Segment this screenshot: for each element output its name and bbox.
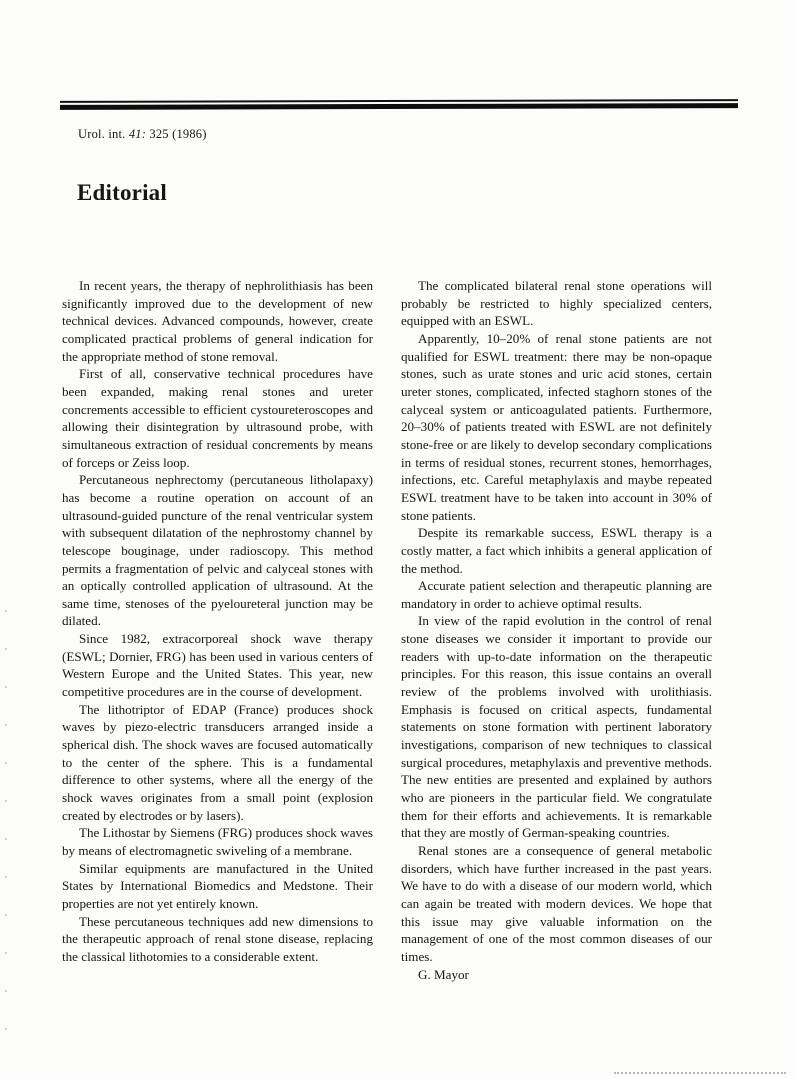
citation-volume: 41:: [128, 127, 147, 141]
paragraph: In view of the rapid evolution in the control of renal stone diseases we consider it important to provide our readers with up-to-date information on the therapeutic principles. For this reason, this issue contains an overall review of the problems involved with urolithiasis. Emphasis is focused on critical aspects, fundamental statements on stone formation with pertinent laboratory investigations, comparison of new techniques to classical surgical procedures, metaphylaxis and preventive methods. The new entities are presented and explained by authors who are pioneers in the particular field. We congratulate them for their efforts and achievements. It is remarkable that they are mostly of German-speaking countries.: [401, 613, 712, 841]
paragraph: These percutaneous techniques add new dimensions to the therapeutic approach of renal stone disease, replacing the classical lithotomies to a considerable extent.: [62, 913, 373, 964]
paragraph: In recent years, the therapy of nephrolithiasis has been significantly improved due to the development of new technical devices. Advanced compounds, however, create complicated practical problems of general indication for the appropriate method of stone removal.: [62, 278, 373, 364]
paragraph: Percutaneous nephrectomy (percutaneous litholapaxy) has become a routine operation on account of an ultrasound-guided puncture of the renal ventricular system with subsequent dilatation of the nephrostomy channel by telescope bouginage, under radioscopy. This method permits a fragmentation of pelvic and calyceal stones with an optically controlled application of ultrasound. At the same time, stenoses of the pyeloureteral junction may be dilated.: [62, 472, 373, 629]
paragraph: Since 1982, extracorporeal shock wave therapy (ESWL; Dornier, FRG) has been used in various centers of Western Europe and the United States. This year, new competitive procedures are in the course of development.: [62, 631, 373, 700]
paragraph: The lithotriptor of EDAP (France) produces shock waves by piezo-electric transducers arranged inside a spherical dish. The shock waves are focused automatically to the center of the sphere. This is a fundamental difference to other systems, where all the energy of the shock waves originates from a small point (explosion created by electrodes or by lasers).: [62, 701, 373, 823]
scan-artifact-left-margin: [5, 610, 7, 1060]
paragraph: Similar equipments are manufactured in the United States by International Biomedics and Medstone. Their properties are not yet entirely known.: [62, 860, 373, 911]
header-rule-thick: [60, 103, 738, 110]
citation-journal-name: Urol. int.: [78, 127, 129, 141]
page-title: Editorial: [77, 180, 167, 205]
left-column: [62, 277, 373, 983]
paragraph: Apparently, 10–20% of renal stone patients are not qualified for ESWL treatment: there may be non-opaque stones, such as urate stones and uric acid stones, certain ureter stones, complicated, infected staghorn stones of the calyceal system or anticoagulated patients. Furthermore, 20–30% of patients treated with ESWL are not definitely stone-free or are likely to develop secondary complications in terms of residual stones, recurrent stones, hemorrhages, infections, etc. Careful metaphylaxis and maybe repeated ESWL treatment have to be taken into account in 30% of stone patients.: [401, 330, 712, 523]
signature: G. Mayor: [418, 966, 469, 982]
header-rule-thin: [60, 99, 738, 103]
paragraph: Accurate patient selection and therapeutic planning are mandatory in order to achieve optimal results.: [401, 578, 712, 611]
paragraph: First of all, conservative technical procedures have been expanded, making renal stones and ureter concrements accessible to efficient cystoureteroscopes and allowing their disintegration by ultrasound probe, with simultaneous extraction of residual concrements by means of forceps or Zeiss loop.: [62, 366, 373, 470]
paragraph: The Lithostar by Siemens (FRG) produces shock waves by means of electromagnetic swiveling of a membrane.: [62, 825, 373, 858]
journal-citation: [78, 127, 207, 142]
header-rule: [60, 100, 738, 109]
paragraph: Despite its remarkable success, ESWL therapy is a costly matter, a fact which inhibits a general application of the method.: [401, 525, 712, 576]
footer-dotted-line: [614, 1068, 786, 1074]
paragraph: Renal stones are a consequence of general metabolic disorders, which have further increased in the past years. We have to do with a disease of our modern world, which can again be treated with modern devices. We hope that this issue may give valuable information on the management of one of the most common diseases of our times.: [401, 843, 712, 964]
paragraph: The complicated bilateral renal stone operations will probably be restricted to highly specialized centers, equipped with an ESWL.: [401, 278, 712, 329]
citation-page-year: 325 (1986): [146, 127, 207, 141]
article-body: [62, 277, 712, 983]
right-column: [401, 277, 712, 983]
